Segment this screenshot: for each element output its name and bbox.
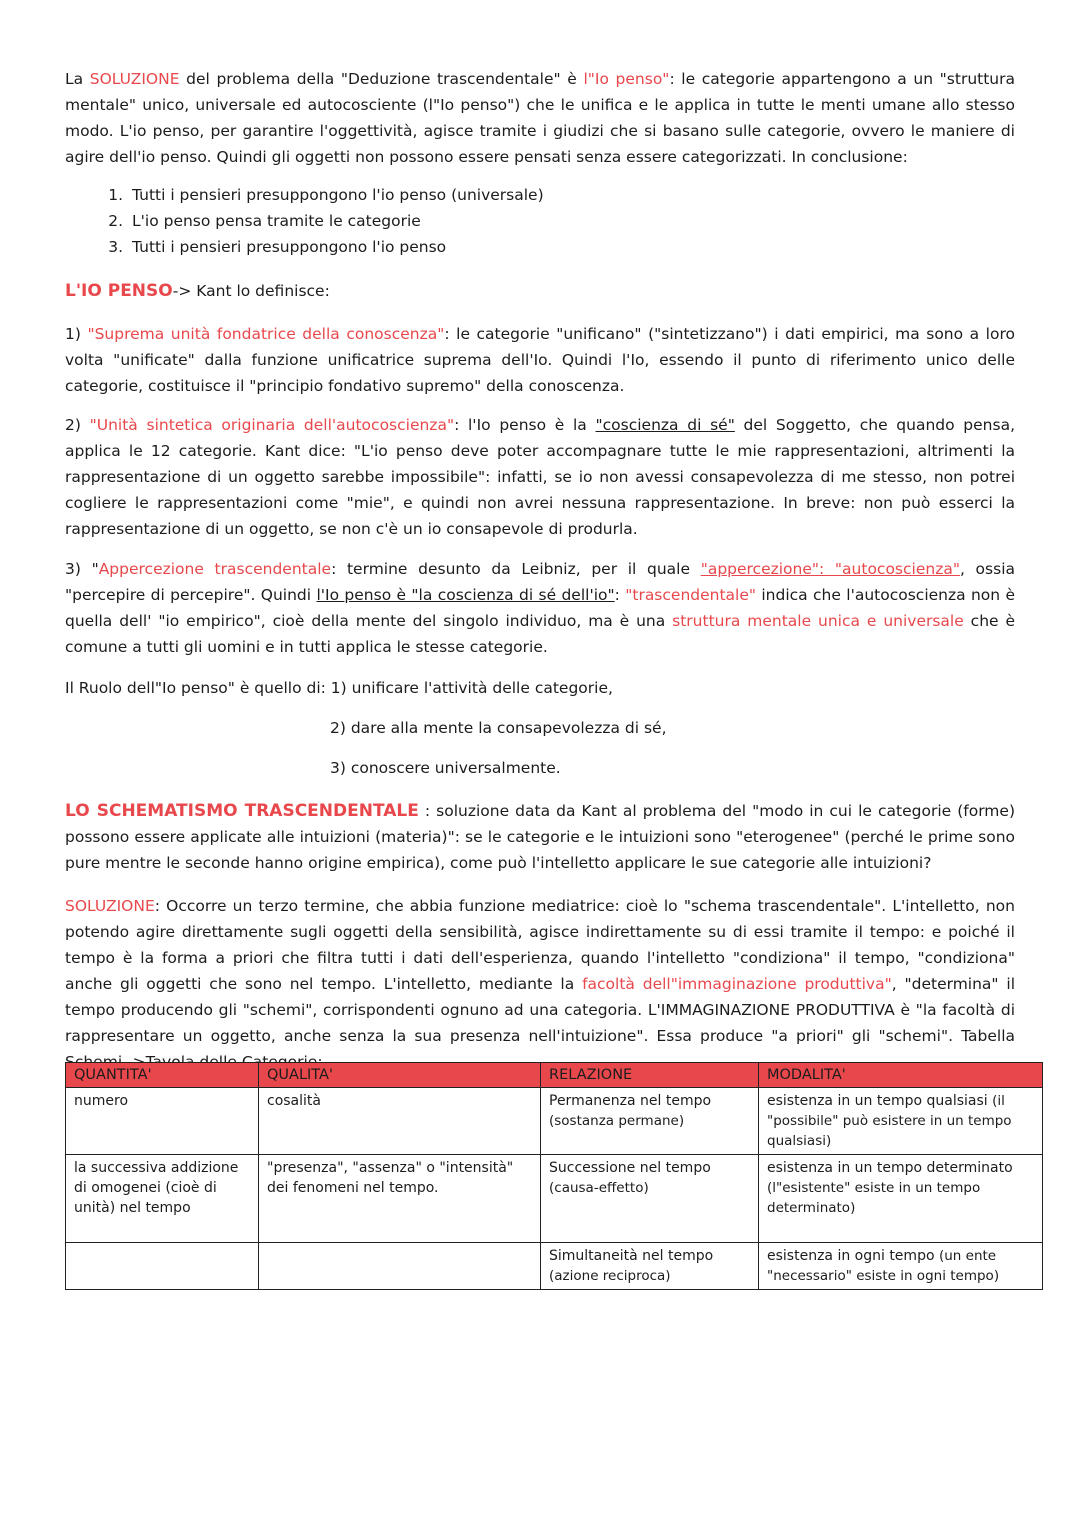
cell-subtext: (sostanza permane) [549, 1113, 685, 1129]
conclusion-list [98, 182, 544, 260]
paragraph-soluzione-schematismo [65, 893, 1015, 1075]
text: : l'Io penso è la [454, 416, 596, 434]
cell-text: cosalità [267, 1093, 321, 1109]
table-row [66, 1088, 1043, 1155]
text: -> Kant lo definisce: [172, 282, 330, 300]
list-item: 2. L'io penso pensa tramite le categorie [128, 208, 544, 234]
table-row [66, 1243, 1043, 1290]
cell-text: Successione nel tempo [549, 1160, 711, 1176]
role-intro: Il Ruolo dell"Io penso" è quello di: 1) unificare l'attività delle categorie, [65, 679, 613, 697]
underlined-term: l'Io penso è "la coscienza di sé dell'io" [316, 586, 615, 604]
text: : Occorre un terzo termine, che abbia funzione mediatrice: cioè lo "schema trascendentale". L'intelletto, non potendo agire direttamente sugli oggetti della sensibilità, agisce indirettamente su di essi tramite il tempo: e poiché il tempo è la forma a priori che filtra tutti i dati dell'esperienza, quando l'intelletto "condiziona" il tempo, "condiziona" anche gli oggetti che sono nel tempo. L'intelletto, mediante la [65, 897, 1015, 993]
text: , ossia "percepire di percepire". Quindi [65, 560, 1015, 604]
table-cell [759, 1088, 1043, 1155]
table-cell [541, 1155, 759, 1243]
highlight-io-penso: l"Io penso" [583, 70, 670, 88]
heading-io-penso [65, 278, 1015, 304]
section-title: LO SCHEMATISMO TRASCENDENTALE [65, 801, 419, 821]
list-item: 3. Tutti i pensieri presuppongono l'io penso [128, 234, 544, 260]
cell-subtext: (l"esistente" esiste in un tempo determinato) [767, 1180, 981, 1216]
table-cell [759, 1243, 1043, 1290]
column-header: RELAZIONE [541, 1063, 759, 1088]
highlight-term: "Suprema unità fondatrice della conoscenza" [87, 325, 445, 343]
text: che è comune a tutti gli uomini e in tutti applica le stesse categorie. [65, 612, 1015, 656]
paragraph-schematismo [65, 798, 1015, 876]
highlight-soluzione: SOLUZIONE [65, 897, 155, 915]
cell-text: esistenza in ogni tempo [767, 1248, 935, 1264]
table-cell [541, 1243, 759, 1290]
table-cell [541, 1088, 759, 1155]
cell-text: "presenza", "assenza" o "intensità" dei fenomeni nel tempo. [267, 1160, 514, 1196]
text: : soluzione data da Kant al problema del "modo in cui le categorie (forme) possono essere applicate alle intuizioni (materia)": se le categorie e le intuizioni sono "eterogenee" (perché le prime sono pure mentre le seconde hanno origine empirica), come può l'intelletto applicare le sue categorie alle intuizioni? [65, 802, 1015, 872]
text: 1) [65, 325, 88, 343]
cell-text: esistenza in un tempo determinato [767, 1160, 1013, 1176]
role-item: 3) conoscere universalmente. [330, 759, 561, 777]
text: 3) " [65, 560, 99, 578]
text: : [614, 586, 626, 604]
highlight-term: "trascendentale" [625, 586, 757, 604]
text: indica che l'autocoscienza non è quella dell' "io empirico", cioè della mente del singolo individuo, ma è una [65, 586, 1016, 630]
text: : le categorie "unificano" ("sintetizzano") i dati empirici, ma sono a loro volta "unificate" dalla funzione unificatrice suprema dell'Io. Quindi l'Io, essendo il punto di riferimento unico delle categorie, costituisce il "principio fondativo supremo" della conoscenza. [65, 325, 1015, 395]
table-row [66, 1155, 1043, 1243]
column-header: MODALITA' [759, 1063, 1043, 1088]
table-cell [759, 1155, 1043, 1243]
table-cell [259, 1088, 541, 1155]
cell-text: la successiva addizione di omogenei (cioè di unità) nel tempo [74, 1160, 239, 1216]
underlined-term: "coscienza di sé" [595, 416, 735, 434]
highlight-term: struttura mentale unica e universale [672, 612, 964, 630]
highlight-term: facoltà dell"immaginazione produttiva" [582, 975, 892, 993]
cell-text: Permanenza nel tempo [549, 1093, 712, 1109]
highlight-term: "Unità sintetica originaria dell'autocoscienza" [89, 416, 455, 434]
highlight-soluzione: SOLUZIONE [89, 70, 180, 88]
definition-2 [65, 412, 1015, 542]
definition-1 [65, 321, 1015, 399]
column-header: QUANTITA' [66, 1063, 259, 1088]
table-cell [259, 1243, 541, 1290]
column-header: QUALITA' [259, 1063, 541, 1088]
section-title: L'IO PENSO [65, 281, 173, 301]
cell-subtext: (azione reciproca) [549, 1268, 671, 1284]
text: del Soggetto, che quando pensa, applica le 12 categorie. Kant dice: "L'io penso deve poter accompagnare tutte le mie rappresentazioni, altrimenti la rappresentazione di un oggetto sarebbe impossibile": infatti, se io non avessi consapevolezza di me stesso, non potrei cogliere le rappresentazioni come "mie", e quindi non avrei nessuna rappresentazione. In breve: non può esserci la rappresentazione di un oggetto, se non c'è un io consapevole di produrla. [65, 416, 1016, 538]
text: : le categorie appartengono a un "struttura mentale" unico, universale ed autocosciente (l"Io penso") che le unifica e le applica in tutte le menti umane allo stesso modo. L'io penso, per garantire l'oggettività, agisce tramite i giudizi che si basano sulle categorie, ovvero le maniere di agire dell'io penso. Quindi gli oggetti non possono essere pensati senza essere categorizzati. In conclusione: [65, 70, 1015, 166]
text: del problema della "Deduzione trascendentale" è [179, 70, 584, 88]
cell-text: esistenza in un tempo qualsiasi [767, 1093, 988, 1109]
highlight-term: "appercezione": "autocoscienza" [700, 560, 960, 578]
table-cell [259, 1155, 541, 1243]
role-item: 2) dare alla mente la consapevolezza di sé, [330, 719, 667, 737]
text: 2) [65, 416, 90, 434]
cell-subtext: (il "possibile" può esistere in un tempo qualsiasi) [767, 1093, 1012, 1149]
table-cell [66, 1088, 259, 1155]
cell-text: Simultaneità nel tempo [549, 1248, 714, 1264]
paragraph-soluzione-deduzione [65, 66, 1015, 170]
cell-subtext: (un ente "necessario" esiste in ogni tempo) [767, 1248, 1000, 1284]
text: La [65, 70, 90, 88]
schemi-table [65, 1062, 1043, 1290]
definition-3 [65, 556, 1015, 660]
text: : termine desunto da Leibniz, per il quale [331, 560, 701, 578]
text: , "determina" il tempo producendo gli "schemi", corrispondenti ognuno ad una categoria. L'IMMAGINAZIONE PRODUTTIVA è "la facoltà di rappresentare un oggetto, anche senza la sua presenza nell'intuizione". Essa produce "a priori" gli "schemi". Tabella [65, 975, 1016, 1045]
cell-subtext: (causa-effetto) [549, 1180, 649, 1196]
cell-text: numero [74, 1093, 129, 1109]
table-cell [66, 1243, 259, 1290]
table-cell [66, 1155, 259, 1243]
highlight-term: Appercezione trascendentale [98, 560, 332, 578]
table-header-row [66, 1063, 1043, 1088]
list-item: 1. Tutti i pensieri presuppongono l'io penso (universale) [128, 182, 544, 208]
